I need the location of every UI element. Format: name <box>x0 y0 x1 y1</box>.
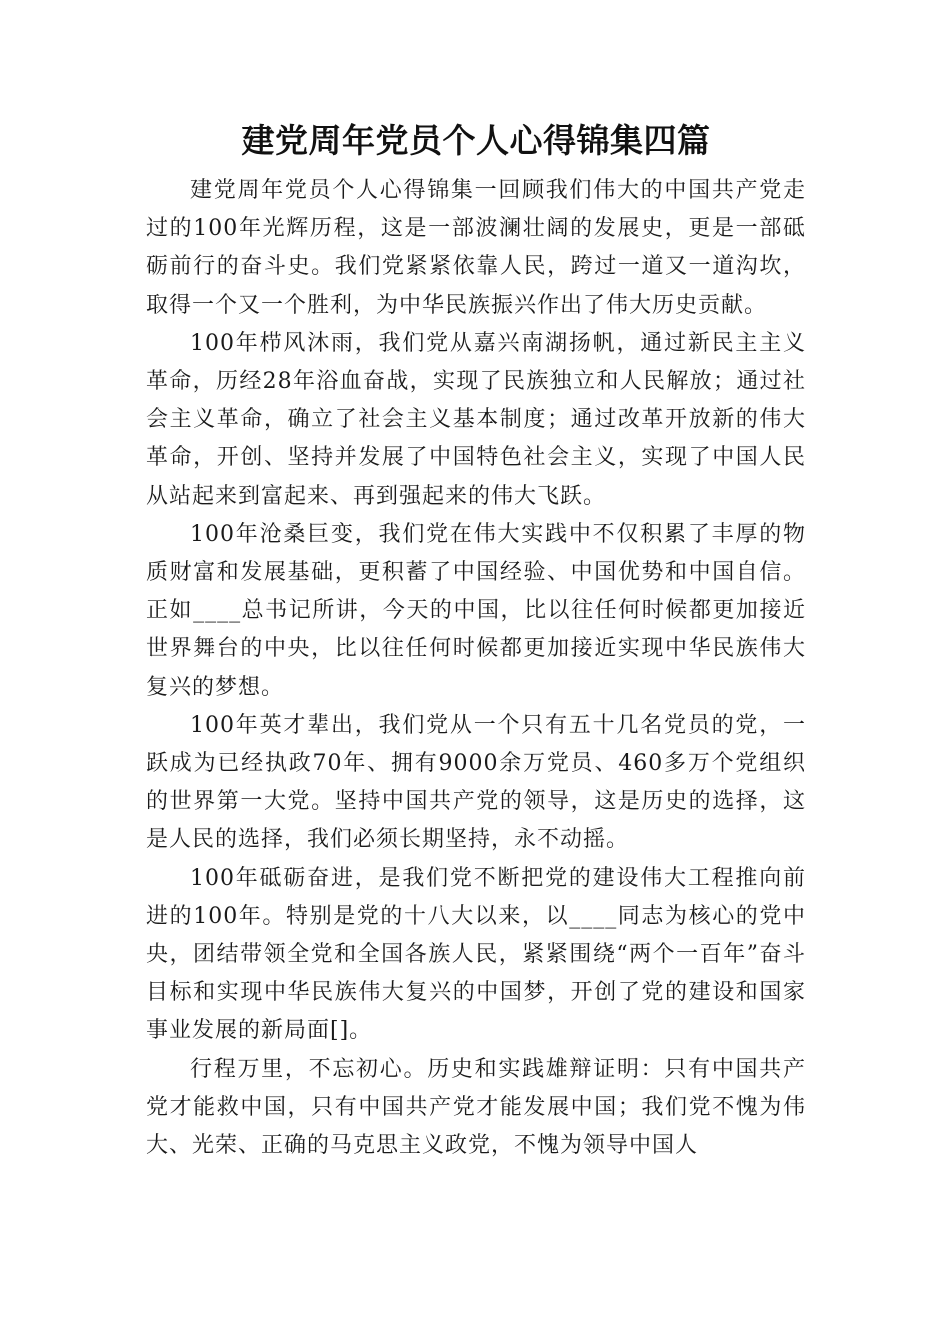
document-title: 建党周年党员个人心得锦集四篇 <box>241 121 711 160</box>
document-page <box>146 118 806 1165</box>
paragraph-3: 100年沧桑巨变，我们党在伟大实践中不仅积累了丰厚的物质财富和发展基础，更积蓄了中国经验、中国优势和中国自信。正如____总书记所讲，今天的中国，比以往任何时候都更加接近世界舞台的中央，比以往任何时候都更加接近实现中华民族伟大复兴的梦想。 <box>146 521 806 700</box>
paragraph-6: 行程万里，不忘初心。历史和实践雄辩证明：只有中国共产党才能救中国，只有中国共产党才能发展中国；我们党不愧为伟大、光荣、正确的马克思主义政党，不愧为领导中国人 <box>146 1056 806 1159</box>
paragraph-1: 建党周年党员个人心得锦集一回顾我们伟大的中国共产党走过的100年光辉历程，这是一部波澜壮阔的发展史，更是一部砥砺前行的奋斗史。我们党紧紧依靠人民，跨过一道又一道沟坎，取得一个又一个胜利，为中华民族振兴作出了伟大历史贡献。 <box>146 178 806 318</box>
paragraph-2: 100年栉风沐雨，我们党从嘉兴南湖扬帆，通过新民主主义革命，历经28年浴血奋战，实现了民族独立和人民解放；通过社会主义革命，确立了社会主义基本制度；通过改革开放新的伟大革命，开创、坚持并发展了中国特色社会主义，实现了中国人民从站起来到富起来、再到强起来的伟大飞跃。 <box>146 330 806 509</box>
paragraph-4: 100年英才辈出，我们党从一个只有五十几名党员的党，一跃成为已经执政70年、拥有9000余万党员、460多万个党组织的世界第一大党。坚持中国共产党的领导，这是历史的选择，这是人民的选择，我们必须长期坚持，永不动摇。 <box>146 712 806 853</box>
paragraph-5: 100年砥砺奋进，是我们党不断把党的建设伟大工程推向前进的100年。特别是党的十八大以来，以____同志为核心的党中央，团结带领全党和全国各族人民，紧紧围绕“两个一百年”奋斗目标和实现中华民族伟大复兴的中国梦，开创了党的建设和国家事业发展的新局面[]。 <box>146 865 806 1044</box>
